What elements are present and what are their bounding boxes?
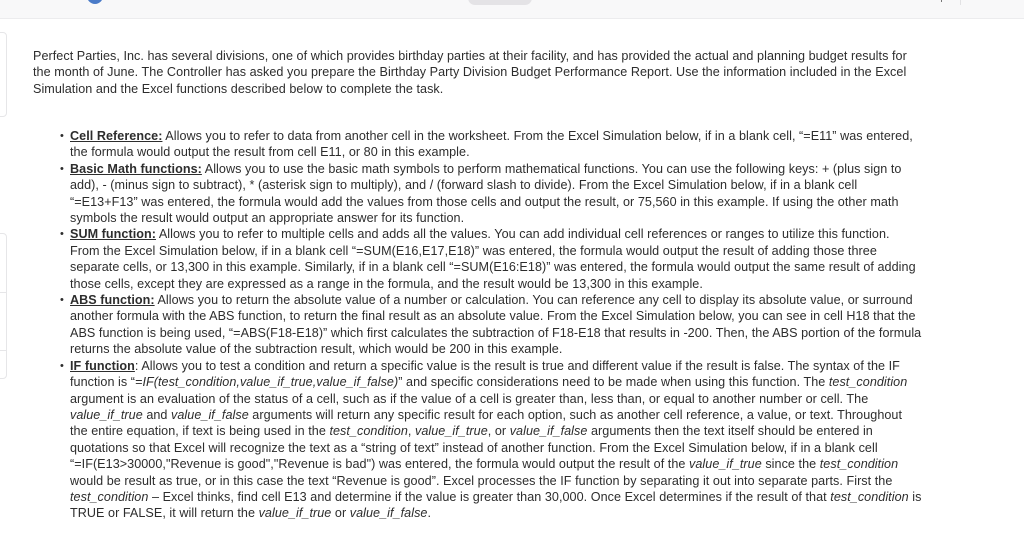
description [70,227,916,290]
bullet-icon: • [60,228,64,241]
text-run: would be result as true, or in this case the text “Revenue is good”. Excel processes the IF function by separating it out into separate parts. First the [70,473,893,488]
text-run: arguments then the text itself should be entered in quotations so that Excel will recognize the text as a “string of text” instead of another function. From the Excel Simulation below, if in a blank cell “=IF(E13>30000,"Revenue is good","Revenue is bad") was entered, the formula would output the result of the [70,424,878,472]
text-run: argument is an evaluation of the status of a cell, such as if the value of a cell is greater than, less than, or equal to another number or cell. The [70,391,869,406]
text-run: – Excel thinks, find cell E13 and determine if the value is greater than 30,000. Once Excel determines if the result of that [148,489,831,504]
list-item-if-function [60,358,922,522]
side-panel-tab-group[interactable] [0,233,7,379]
question-content [33,48,923,521]
text-run: , [407,424,415,439]
list-item-basic-math [60,161,922,227]
italic-argument: value_if_true [414,424,488,439]
text-run: and [142,407,172,422]
italic-argument: value_if_false [349,506,428,521]
italic-argument: test_condition [329,424,408,439]
italic-argument: =IF(test_condition,value_if_true,value_if_false) [135,375,399,390]
term-abs-function: ABS function: [70,293,155,308]
divider [0,350,6,351]
function-list [60,128,922,522]
toolbar-divider [960,0,961,5]
term-colon: : [134,358,139,373]
text-run: Allows you to use the basic math symbols to perform mathematical functions. You can use the following keys: + (plus sign to add), - (minus sign to subtract), * (asterisk sign to multiply), and / (forward slash to divide). From the Excel Simulation below, if in a blank cell “=E13+F13” was entered, the formula would add the values from those cells and output the result, or 75,560 in this example. If using the other math symbols the result would output an appropriate answer for its function. [70,161,902,226]
avatar[interactable] [87,0,103,4]
text-run: Allows you to refer to multiple cells and adds all the values. You can add individual cell references or ranges to utilize this function. From the Excel Simulation below, if in a blank cell “=SUM(E16,E17,E18)” was entered, the formula would output the result of adding those three separate cells, or 13,300 in this example. Similarly, if in a blank cell “=SUM(E16:E18)” was entered, the formula would output the same result of adding those cells, except they are expressed as a range in the formula, and the result would be 13,300 in this example. [70,227,916,291]
italic-argument: value_if_true [70,407,143,422]
bullet-icon: • [60,359,64,372]
side-panel-tab[interactable] [0,32,7,117]
italic-argument: value_if_false [509,424,588,439]
term-sum-function: SUM function: [70,227,156,242]
text-run: is TRUE or FALSE, it will return the [70,489,922,521]
term-cell-reference: Cell Reference: [70,129,163,143]
text-run: arguments will return any specific result for each option, such as another cell reference, a value, or text. Throughout the entire equation, if text is being used in the [70,407,903,439]
term-if-function: IF function [70,358,135,373]
text-run: since the [761,457,820,472]
bullet-icon: • [60,162,64,175]
intro-paragraph: Perfect Parties, Inc. has several divisions, one of which provides birthday parties at their facility, and has provided the actual and planning budget results for the month of June. The Controller has asked you prepare the Birthday Party Division Budget Performance Report. Use the information included in the Excel Simulation and the Excel functions described below to complete the task. [33,49,907,96]
toolbar-mark [941,0,942,2]
divider [0,292,6,293]
list-item-cell-reference [60,128,922,161]
description [70,359,921,521]
term-basic-math: Basic Math functions: [70,161,202,176]
text-run: Allows you to return the absolute value of a number or calculation. You can reference any cell to display its absolute value, or surround another formula with the ABS function, to return the final result as an absolute value. From the Excel Simulation below, you can see in cell H18 that the ABS function is being used, “=ABS(F18-E18)” which first calculates the subtraction of F18-E18 that results in -200. Then, the ABS portion of the formula returns the absolute value of the subtraction result, which would be 200 in this example. [70,293,922,357]
bullet-icon: • [60,294,64,307]
text-run: Allows you to test a condition and return a specific value is the result is true and different value if the result is false. The syntax of the IF function is “ [70,358,900,390]
italic-argument: test_condition [828,375,908,390]
text-run: Allows you to refer to data from another cell in the worksheet. From the Excel Simulation below, if in a blank cell, “=E11” was entered, the formula would output the result from cell E11, or 80 in this example. [70,129,913,160]
text-run: ” and specific considerations need to be made when using this function. The [398,375,829,390]
top-toolbar [0,0,1024,19]
italic-argument: value_if_true [689,457,762,472]
italic-argument: test_condition [70,489,149,504]
description [70,129,913,159]
italic-argument: test_condition [819,457,899,472]
center-tab-handle[interactable] [468,0,532,5]
text-run: , or [487,424,510,439]
italic-argument: test_condition [830,489,909,504]
italic-argument: value_if_true [258,506,332,521]
text-run: or [331,506,350,521]
text-run: . [427,506,432,521]
description [70,293,921,356]
list-item-sum-function [60,226,922,292]
list-item-abs-function [60,292,922,358]
bullet-icon: • [60,130,64,142]
italic-argument: value_if_false [171,407,249,422]
